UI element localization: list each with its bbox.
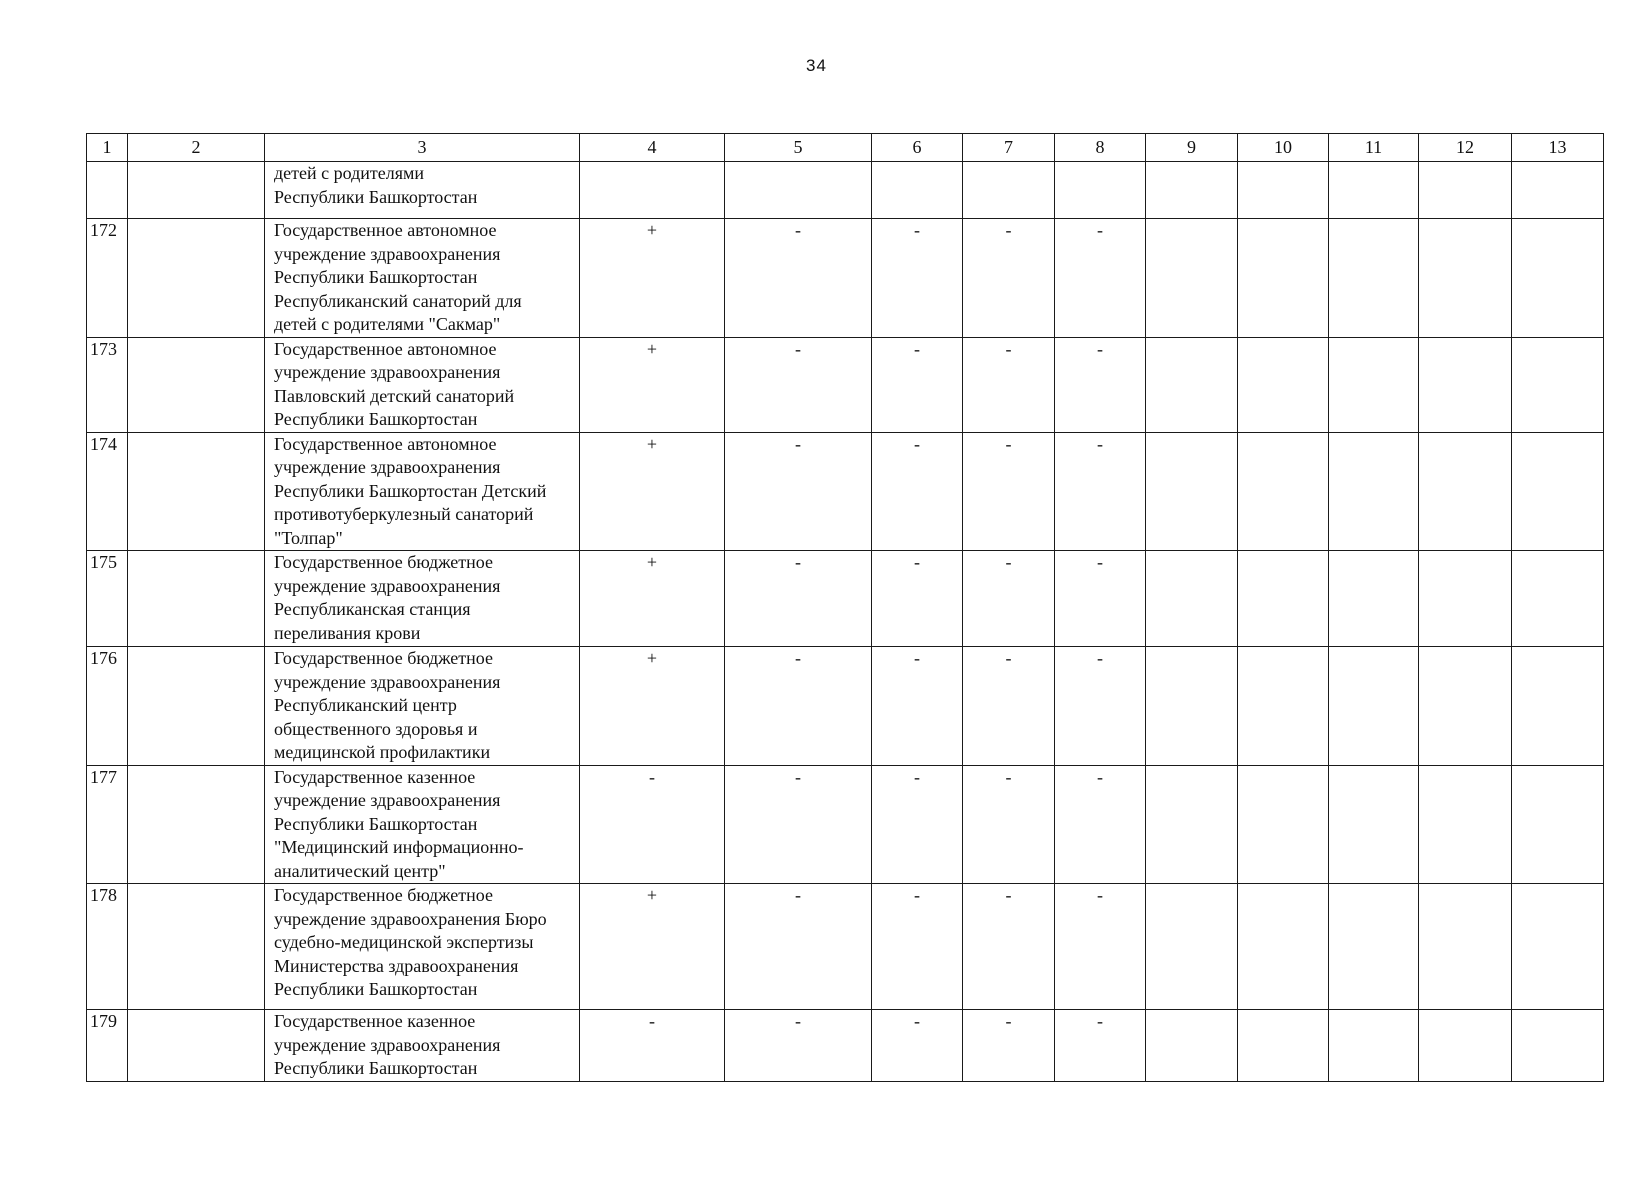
mark-cell-col8: - (1055, 1010, 1146, 1082)
mark-cell-col6: - (872, 432, 963, 551)
mark-cell-col8: - (1055, 432, 1146, 551)
row-number-cell: 172 (87, 219, 128, 338)
mark-cell-col4: + (580, 551, 725, 647)
mark-cell-col5: - (725, 337, 872, 432)
institution-name-cell: Государственное бюджетное учреждение здравоохранения Бюро судебно-медицинской экспертизы Министерства здравоохранения Республики Башкортостан (265, 884, 580, 1010)
header-cell: 2 (128, 134, 265, 162)
mark-cell-col13 (1512, 219, 1604, 338)
code-cell (128, 162, 265, 219)
mark-cell-col9 (1146, 1010, 1238, 1082)
code-cell (128, 432, 265, 551)
row-number-cell: 176 (87, 647, 128, 766)
mark-cell-col7: - (963, 219, 1055, 338)
mark-cell-col6: - (872, 765, 963, 884)
mark-cell-col4: + (580, 219, 725, 338)
mark-cell-col6: - (872, 219, 963, 338)
header-cell: 6 (872, 134, 963, 162)
mark-cell-col11 (1329, 162, 1419, 219)
mark-cell-col5: - (725, 432, 872, 551)
mark-cell-col4: + (580, 337, 725, 432)
table-row (87, 551, 1604, 647)
mark-cell-col7: - (963, 1010, 1055, 1082)
mark-cell-col13 (1512, 337, 1604, 432)
mark-cell-col4: + (580, 432, 725, 551)
table-row (87, 647, 1604, 766)
mark-cell-col4: + (580, 647, 725, 766)
mark-cell-col10 (1238, 647, 1329, 766)
header-cell: 7 (963, 134, 1055, 162)
mark-cell-col6: - (872, 1010, 963, 1082)
mark-cell-col12 (1419, 1010, 1512, 1082)
mark-cell-col5 (725, 162, 872, 219)
mark-cell-col12 (1419, 219, 1512, 338)
code-cell (128, 647, 265, 766)
mark-cell-col12 (1419, 647, 1512, 766)
mark-cell-col9 (1146, 551, 1238, 647)
mark-cell-col11 (1329, 219, 1419, 338)
row-number-cell (87, 162, 128, 219)
header-cell: 1 (87, 134, 128, 162)
mark-cell-col10 (1238, 432, 1329, 551)
mark-cell-col9 (1146, 337, 1238, 432)
row-number-cell: 179 (87, 1010, 128, 1082)
mark-cell-col11 (1329, 1010, 1419, 1082)
mark-cell-col9 (1146, 765, 1238, 884)
code-cell (128, 765, 265, 884)
mark-cell-col8 (1055, 162, 1146, 219)
mark-cell-col12 (1419, 551, 1512, 647)
mark-cell-col11 (1329, 647, 1419, 766)
mark-cell-col8: - (1055, 551, 1146, 647)
mark-cell-col7: - (963, 884, 1055, 1010)
mark-cell-col5: - (725, 1010, 872, 1082)
institutions-table (86, 133, 1604, 1082)
mark-cell-col12 (1419, 337, 1512, 432)
header-cell: 11 (1329, 134, 1419, 162)
mark-cell-col10 (1238, 884, 1329, 1010)
mark-cell-col8: - (1055, 884, 1146, 1010)
header-cell: 10 (1238, 134, 1329, 162)
institution-name-cell: Государственное казенное учреждение здравоохранения Республики Башкортостан (265, 1010, 580, 1082)
mark-cell-col11 (1329, 765, 1419, 884)
mark-cell-col12 (1419, 162, 1512, 219)
table-body (87, 134, 1604, 1082)
mark-cell-col8: - (1055, 765, 1146, 884)
institution-name-cell: Государственное бюджетное учреждение здравоохранения Республиканский центр общественного здоровья и медицинской профилактики (265, 647, 580, 766)
code-cell (128, 884, 265, 1010)
mark-cell-col10 (1238, 219, 1329, 338)
mark-cell-col6: - (872, 884, 963, 1010)
mark-cell-col5: - (725, 551, 872, 647)
mark-cell-col7: - (963, 432, 1055, 551)
mark-cell-col13 (1512, 1010, 1604, 1082)
mark-cell-col4: - (580, 765, 725, 884)
mark-cell-col13 (1512, 647, 1604, 766)
table-row (87, 162, 1604, 219)
mark-cell-col7: - (963, 337, 1055, 432)
mark-cell-col11 (1329, 551, 1419, 647)
institution-name-cell: Государственное казенное учреждение здравоохранения Республики Башкортостан "Медицинский информационно- аналитический центр" (265, 765, 580, 884)
table-row (87, 432, 1604, 551)
table-row (87, 1010, 1604, 1082)
mark-cell-col10 (1238, 765, 1329, 884)
mark-cell-col7: - (963, 765, 1055, 884)
mark-cell-col4 (580, 162, 725, 219)
header-cell: 3 (265, 134, 580, 162)
mark-cell-col9 (1146, 219, 1238, 338)
mark-cell-col13 (1512, 432, 1604, 551)
mark-cell-col12 (1419, 432, 1512, 551)
mark-cell-col7 (963, 162, 1055, 219)
mark-cell-col9 (1146, 162, 1238, 219)
mark-cell-col4: - (580, 1010, 725, 1082)
column-number-row (87, 134, 1604, 162)
mark-cell-col6: - (872, 551, 963, 647)
mark-cell-col13 (1512, 162, 1604, 219)
mark-cell-col6: - (872, 647, 963, 766)
mark-cell-col11 (1329, 337, 1419, 432)
mark-cell-col11 (1329, 884, 1419, 1010)
row-number-cell: 175 (87, 551, 128, 647)
header-cell: 5 (725, 134, 872, 162)
mark-cell-col13 (1512, 551, 1604, 647)
table-row (87, 884, 1604, 1010)
row-number-cell: 173 (87, 337, 128, 432)
mark-cell-col9 (1146, 647, 1238, 766)
header-cell: 9 (1146, 134, 1238, 162)
table-row (87, 337, 1604, 432)
mark-cell-col13 (1512, 884, 1604, 1010)
institution-name-cell: Государственное автономное учреждение здравоохранения Павловский детский санаторий Республики Башкортостан (265, 337, 580, 432)
mark-cell-col6 (872, 162, 963, 219)
mark-cell-col10 (1238, 1010, 1329, 1082)
institution-name-cell: Государственное бюджетное учреждение здравоохранения Республиканская станция переливания крови (265, 551, 580, 647)
row-number-cell: 178 (87, 884, 128, 1010)
row-number-cell: 174 (87, 432, 128, 551)
page-number: 34 (806, 56, 827, 75)
mark-cell-col4: + (580, 884, 725, 1010)
mark-cell-col12 (1419, 765, 1512, 884)
mark-cell-col10 (1238, 551, 1329, 647)
mark-cell-col9 (1146, 432, 1238, 551)
mark-cell-col5: - (725, 219, 872, 338)
header-cell: 4 (580, 134, 725, 162)
table-row (87, 765, 1604, 884)
mark-cell-col5: - (725, 884, 872, 1010)
mark-cell-col13 (1512, 765, 1604, 884)
institution-name-cell: детей с родителями Республики Башкортостан (265, 162, 580, 219)
mark-cell-col9 (1146, 884, 1238, 1010)
row-number-cell: 177 (87, 765, 128, 884)
mark-cell-col7: - (963, 551, 1055, 647)
mark-cell-col6: - (872, 337, 963, 432)
mark-cell-col7: - (963, 647, 1055, 766)
institution-name-cell: Государственное автономное учреждение здравоохранения Республики Башкортостан Детский противотуберкулезный санаторий "Толпар" (265, 432, 580, 551)
mark-cell-col11 (1329, 432, 1419, 551)
mark-cell-col5: - (725, 647, 872, 766)
table-row (87, 219, 1604, 338)
mark-cell-col10 (1238, 162, 1329, 219)
mark-cell-col10 (1238, 337, 1329, 432)
code-cell (128, 551, 265, 647)
institution-name-cell: Государственное автономное учреждение здравоохранения Республики Башкортостан Республиканский санаторий для детей с родителями "Сакмар" (265, 219, 580, 338)
mark-cell-col8: - (1055, 219, 1146, 338)
header-cell: 8 (1055, 134, 1146, 162)
mark-cell-col5: - (725, 765, 872, 884)
code-cell (128, 337, 265, 432)
code-cell (128, 1010, 265, 1082)
header-cell: 13 (1512, 134, 1604, 162)
mark-cell-col8: - (1055, 647, 1146, 766)
header-cell: 12 (1419, 134, 1512, 162)
mark-cell-col8: - (1055, 337, 1146, 432)
code-cell (128, 219, 265, 338)
mark-cell-col12 (1419, 884, 1512, 1010)
